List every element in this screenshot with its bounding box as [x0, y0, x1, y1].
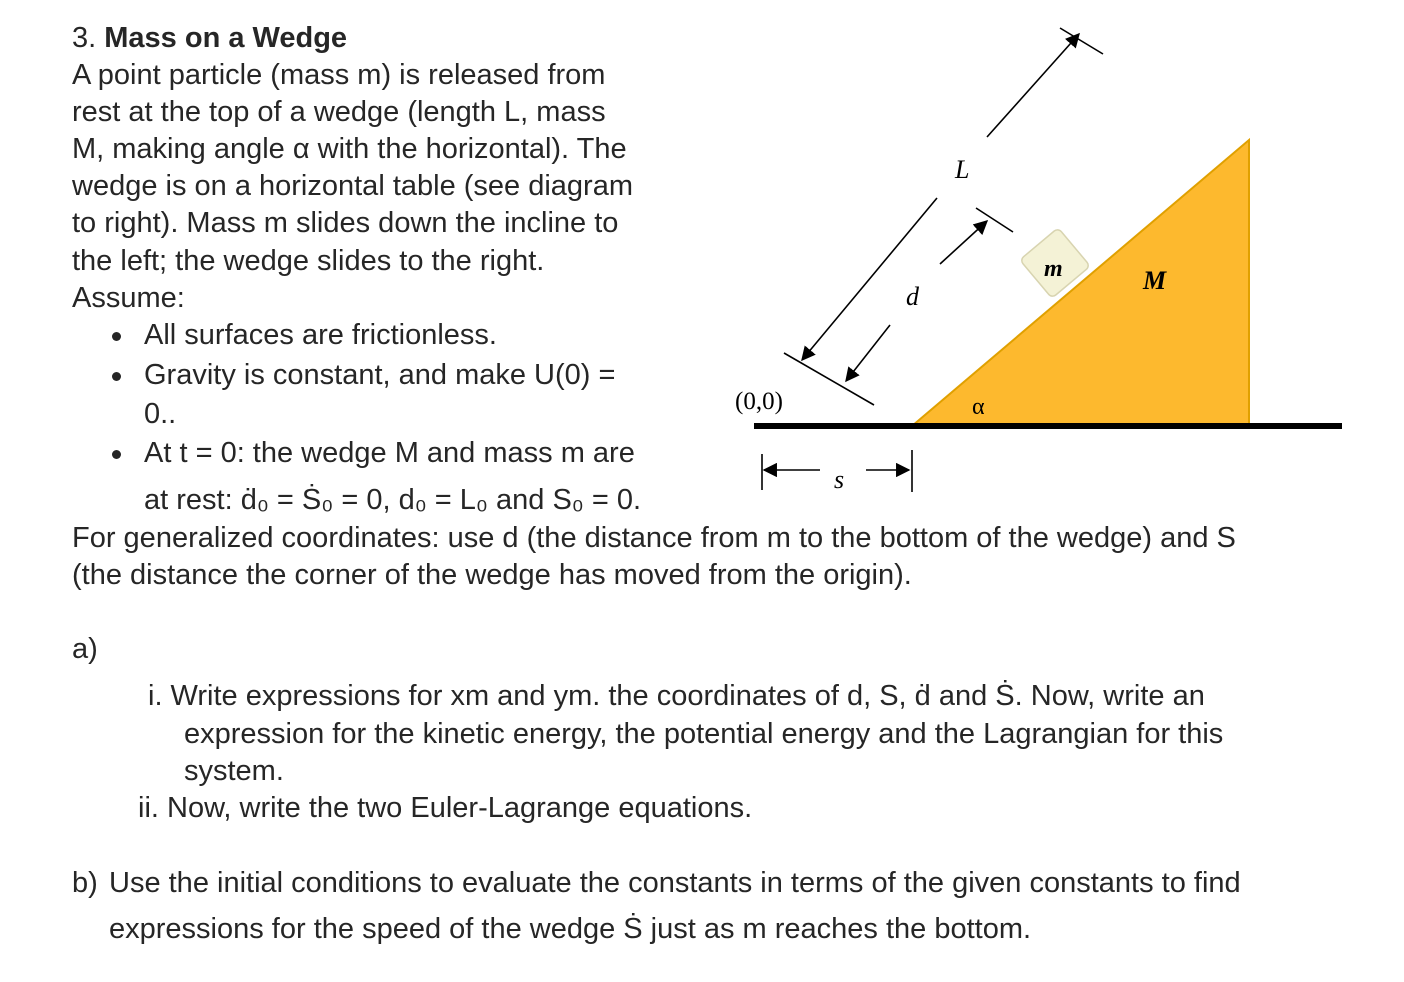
- part-a-label: a): [72, 633, 98, 665]
- part-a-item-i: i. Write expressions for xm and ym. the coordinates of d, S, ḋ and Ṡ. Now, write an: [148, 680, 1205, 712]
- L-tick-bottom: [784, 353, 874, 405]
- assumption-item-cont: at rest: ḋ₀ = Ṡ₀ = 0, d₀ = L₀ and S₀ = 0.: [144, 484, 642, 516]
- origin-label: (0,0): [735, 388, 783, 415]
- assumption-item-cont: 0..: [144, 398, 177, 430]
- problem-number: 3.: [72, 22, 97, 54]
- L-tick-top: [1060, 28, 1103, 54]
- part-b-line: expressions for the speed of the wedge Ṡ just as m reaches the bottom.: [109, 913, 1032, 945]
- intro-line: rest at the top of a wedge (length L, mass: [72, 96, 606, 128]
- d-arrow-upper: [940, 221, 987, 264]
- part-a-item-ii: ii. Now, write the two Euler-Lagrange equations.: [138, 792, 753, 824]
- L-arrow-lower: [802, 198, 937, 360]
- coordinates-line: For generalized coordinates: use d (the distance from m to the bottom of the wedge) and S: [72, 522, 1236, 554]
- intro-line: the left; the wedge slides to the right.: [72, 245, 545, 277]
- assumption-item: All surfaces are frictionless.: [144, 319, 497, 351]
- M-label: M: [1143, 266, 1167, 295]
- d-arrow-lower: [846, 325, 890, 381]
- part-a-item-i-cont: system.: [184, 755, 284, 787]
- problem-title-text: Mass on a Wedge: [104, 22, 348, 54]
- alpha-label: α: [972, 394, 985, 420]
- part-b-line: Use the initial conditions to evaluate the constants in terms of the given constants to find: [109, 867, 1241, 899]
- intro-line: A point particle (mass m) is released from: [72, 59, 606, 91]
- L-arrow-upper: [987, 34, 1079, 137]
- d-label: d: [906, 282, 919, 311]
- assumption-item: At t = 0: the wedge M and mass m are: [144, 437, 635, 469]
- intro-line: wedge is on a horizontal table (see diagram: [72, 170, 633, 202]
- L-label: L: [955, 155, 970, 184]
- d-tick-top: [976, 208, 1013, 232]
- intro-line: Assume:: [72, 282, 185, 314]
- intro-line: to right). Mass m slides down the incline to: [72, 207, 619, 239]
- assumption-item: Gravity is constant, and make U(0) =: [144, 359, 616, 391]
- intro-line: M, making angle α with the horizontal). The: [72, 133, 627, 165]
- m-label: m: [1044, 256, 1063, 282]
- S-label: s: [834, 465, 845, 494]
- part-a-item-i-cont: expression for the kinetic energy, the potential energy and the Lagrangian for this: [184, 718, 1224, 750]
- part-b-label: b): [72, 867, 98, 899]
- coordinates-line: (the distance the corner of the wedge has moved from the origin).: [72, 559, 912, 591]
